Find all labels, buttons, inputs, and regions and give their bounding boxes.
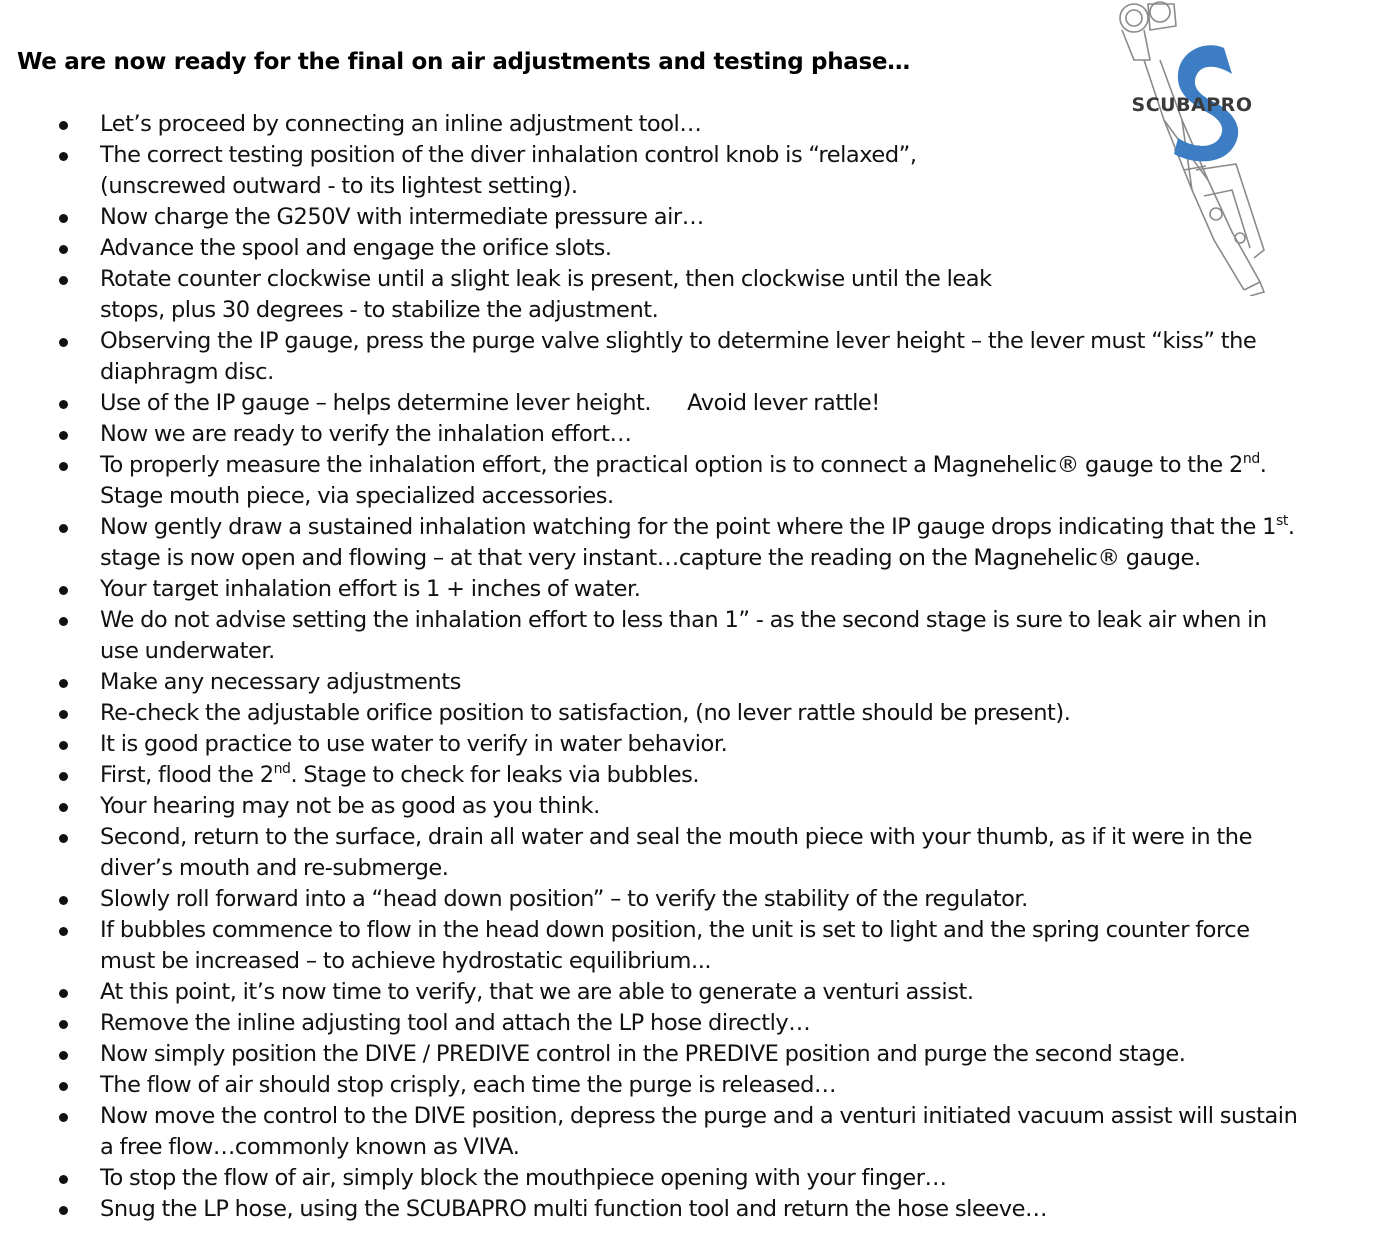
list-item-text: Stage mouth piece, via specialized accessories. [100,483,614,509]
list-item-line [100,1163,1382,1194]
list-item [0,1008,1382,1039]
list-item [0,202,1382,233]
list-item-line [100,140,1382,171]
list-item-text: Make any necessary adjustments [100,669,461,695]
bullet-dot-icon [59,586,68,595]
bullet-dot-icon [59,152,68,161]
list-item-text: Second, return to the surface, drain all water and seal the mouth piece with your thumb, as if it were in the [100,824,1252,850]
list-item [0,419,1382,450]
list-item-text: Slowly roll forward into a “head down position” – to verify the stability of the regulator. [100,886,1028,912]
bullet-dot-icon [59,741,68,750]
bullet-dot-icon [59,834,68,843]
bullet-dot-icon [59,524,68,533]
bullet-dot-icon [59,989,68,998]
list-item [0,1163,1382,1194]
bullet-dot-icon [59,1175,68,1184]
list-item [0,915,1382,977]
bullet-dot-icon [59,679,68,688]
bullet-dot-icon [59,214,68,223]
bullet-dot-icon [59,276,68,285]
list-item-line [100,1194,1382,1225]
bullet-dot-icon [59,803,68,812]
list-item-line [100,915,1382,946]
bullet-dot-icon [59,338,68,347]
list-item-line [100,295,1382,326]
list-item [0,450,1382,512]
list-item [0,388,1382,419]
list-item-text: Observing the IP gauge, press the purge valve slightly to determine lever height – the lever must “kiss” the [100,328,1257,354]
list-item-text: must be increased – to achieve hydrostatic equilibrium... [100,948,712,974]
instruction-list [0,109,1382,1225]
bullet-dot-icon [59,1051,68,1060]
list-item-line [100,450,1382,481]
list-item-text: stops, plus 30 degrees - to stabilize the adjustment. [100,297,659,323]
list-item-text: First, flood the 2 [100,762,274,788]
list-item-line [100,636,1382,667]
list-item-text: Let’s proceed by connecting an inline adjustment tool… [100,111,702,137]
bullet-dot-icon [59,617,68,626]
list-item-line [100,419,1382,450]
list-item-line [100,574,1382,605]
list-item-text: . Stage to check for leaks via bubbles. [290,762,700,788]
list-item-line [100,171,1382,202]
list-item-line [100,512,1382,543]
page-heading: We are now ready for the final on air adjustments and testing phase… [17,49,910,75]
list-item-line [100,543,1382,574]
list-item-text: Now charge the G250V with intermediate pressure air… [100,204,704,230]
bullet-dot-icon [59,1082,68,1091]
list-item-text: . [1287,514,1295,540]
bullet-dot-icon [59,431,68,440]
list-item-text: To stop the flow of air, simply block the mouthpiece opening with your finger… [100,1165,947,1191]
list-item-text: (unscrewed outward - to its lightest setting). [100,173,578,199]
list-item-text: Now move the control to the DIVE position, depress the purge and a venturi initiated vacuum assist will sustain [100,1103,1298,1129]
list-item-text: diver’s mouth and re-submerge. [100,855,449,881]
list-item [0,1039,1382,1070]
list-item-line [100,1132,1382,1163]
list-item-line [100,853,1382,884]
list-item [0,1101,1382,1163]
list-item-text: use underwater. [100,638,275,664]
list-item-text: It is good practice to use water to verify in water behavior. [100,731,728,757]
list-item-line [100,1070,1382,1101]
list-item-line [100,326,1382,357]
list-item-text: We do not advise setting the inhalation effort to less than 1” - as the second stage is sure to leak air when in [100,607,1267,633]
list-item-line [100,946,1382,977]
list-item-line [100,481,1382,512]
ordinal-superscript: st [1276,513,1288,529]
list-item-text: Now gently draw a sustained inhalation watching for the point where the IP gauge drops indicating that the 1 [100,514,1277,540]
list-item-text: The flow of air should stop crisply, each time the purge is released… [100,1072,837,1098]
list-item [0,1070,1382,1101]
list-item-line [100,1008,1382,1039]
list-item-text: Your hearing may not be as good as you think. [100,793,600,819]
list-item-text: The correct testing position of the diver inhalation control knob is “relaxed”, [100,142,917,168]
list-item-line [100,760,1382,791]
list-item-text: . [1259,452,1267,478]
list-item [0,1194,1382,1225]
list-item-line [100,698,1382,729]
list-item-text: To properly measure the inhalation effort, the practical option is to connect a Magnehelic® gauge to the 2 [100,452,1243,478]
list-item [0,233,1382,264]
list-item [0,822,1382,884]
list-item-line [100,977,1382,1008]
bullet-dot-icon [59,927,68,936]
list-item [0,977,1382,1008]
list-item [0,605,1382,667]
bullet-dot-icon [59,245,68,254]
list-item [0,884,1382,915]
scubapro-wordmark: SCUBAPRO [1131,94,1253,116]
list-item-text: Your target inhalation effort is 1 + inches of water. [100,576,641,602]
list-item-line [100,822,1382,853]
ordinal-superscript: nd [273,761,291,777]
list-item-line [100,233,1382,264]
list-item-text: Now simply position the DIVE / PREDIVE control in the PREDIVE position and purge the second stage. [100,1041,1186,1067]
list-item [0,574,1382,605]
bullet-dot-icon [59,1206,68,1215]
list-item-text: If bubbles commence to flow in the head down position, the unit is set to light and the spring counter force [100,917,1250,943]
list-item-text: stage is now open and flowing – at that very instant…capture the reading on the Magnehelic® gauge. [100,545,1201,571]
bullet-dot-icon [59,710,68,719]
list-item-line [100,1101,1382,1132]
list-item-text: Rotate counter clockwise until a slight leak is present, then clockwise until the leak [100,266,992,292]
bullet-dot-icon [59,772,68,781]
list-item [0,791,1382,822]
bullet-dot-icon [59,121,68,130]
list-item-line [100,357,1382,388]
list-item [0,729,1382,760]
list-item-text: a free flow…commonly known as VIVA. [100,1134,520,1160]
list-item-text: Use of the IP gauge – helps determine lever height. [100,390,652,416]
list-item-text: Re-check the adjustable orifice position to satisfaction, (no lever rattle should be present). [100,700,1071,726]
list-item-line [100,884,1382,915]
bullet-dot-icon [59,896,68,905]
list-item-text: At this point, it’s now time to verify, that we are able to generate a venturi assist. [100,979,974,1005]
list-item-text: diaphragm disc. [100,359,274,385]
list-item-text: Snug the LP hose, using the SCUBAPRO multi function tool and return the hose sleeve… [100,1196,1048,1222]
list-item [0,512,1382,574]
bullet-dot-icon [59,400,68,409]
list-item-line [100,667,1382,698]
list-item [0,667,1382,698]
list-item [0,264,1382,326]
list-item [0,140,1382,202]
list-item-note: Avoid lever rattle! [687,390,880,416]
list-item-line [100,791,1382,822]
list-item [0,109,1382,140]
list-item [0,326,1382,388]
list-item-text: Now we are ready to verify the inhalation effort… [100,421,632,447]
bullet-dot-icon [59,1020,68,1029]
ordinal-superscript: nd [1242,451,1260,467]
list-item-line [100,605,1382,636]
list-item [0,698,1382,729]
list-item-line [100,202,1382,233]
list-item-line [100,109,1382,140]
list-item-line [100,388,1382,419]
list-item-line [100,264,1382,295]
bullet-dot-icon [59,462,68,471]
list-item [0,760,1382,791]
list-item-text: Remove the inline adjusting tool and attach the LP hose directly… [100,1010,811,1036]
list-item-text: Advance the spool and engage the orifice slots. [100,235,612,261]
list-item-line [100,729,1382,760]
list-item-line [100,1039,1382,1070]
bullet-dot-icon [59,1113,68,1122]
